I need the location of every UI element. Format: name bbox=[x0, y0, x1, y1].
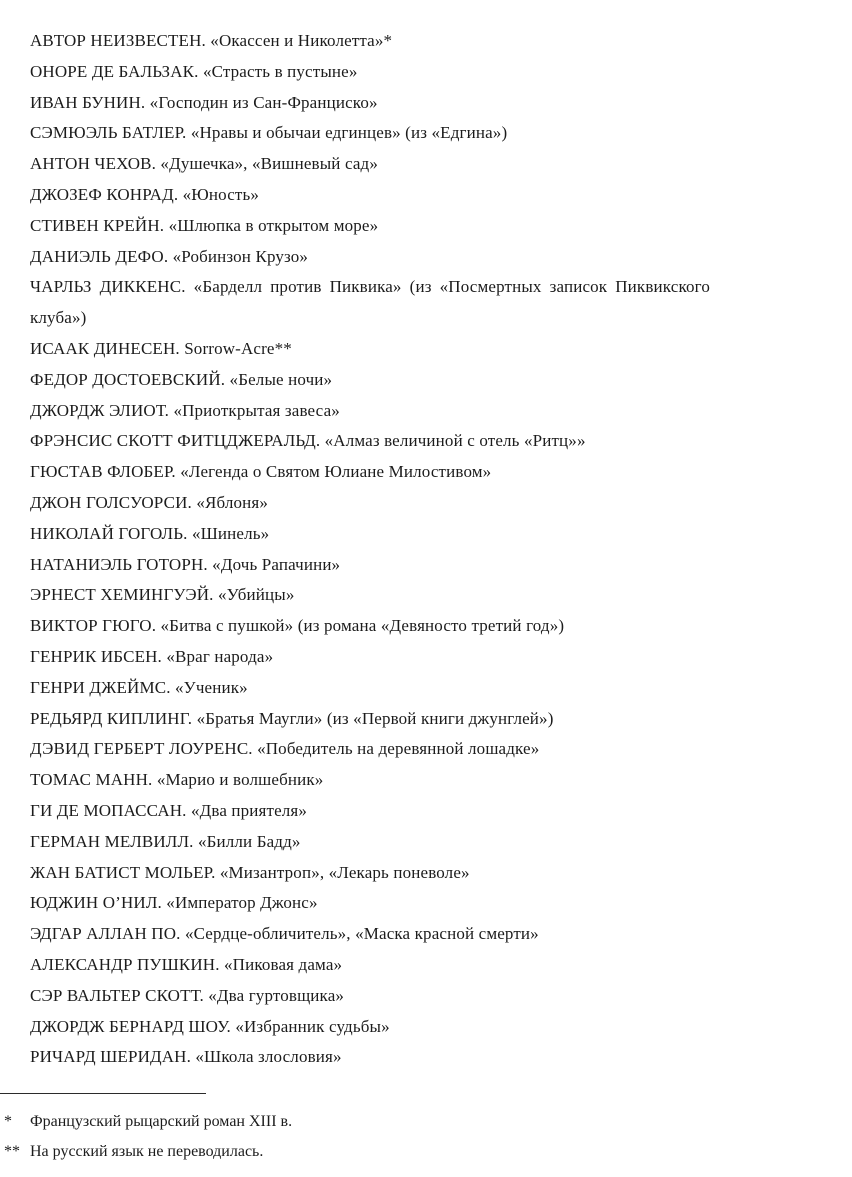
reading-list-entry: ДЖОЗЕФ КОНРАД. «Юность» bbox=[30, 184, 260, 204]
footnote-marker: ** bbox=[4, 1142, 20, 1160]
footnote-text: На русский язык не переводилась. bbox=[30, 1142, 264, 1160]
footnote bbox=[0, 1107, 700, 1137]
reading-list-entry: СЭР ВАЛЬТЕР СКОТТ. «Два гуртовщика» bbox=[30, 985, 345, 1005]
reading-list bbox=[0, 26, 852, 1073]
reading-list-entry: ДАНИЭЛЬ ДЕФО. «Робинзон Крузо» bbox=[30, 246, 309, 266]
reading-list-entry: ДЖОРДЖ БЕРНАРД ШОУ. «Избранник судьбы» bbox=[30, 1016, 390, 1036]
footnote-marker: * bbox=[4, 1113, 12, 1131]
reading-list-entry: ДЖОН ГОЛСУОРСИ. «Яблоня» bbox=[30, 492, 268, 512]
reading-list-entry: ФРЭНСИС СКОТТ ФИТЦДЖЕРАЛЬД. «Алмаз величиной с отель «Ритц»» bbox=[30, 431, 586, 451]
footnote-text: Французский рыцарский роман XIII в. bbox=[30, 1113, 293, 1131]
reading-list-entry: ЖАН БАТИСТ МОЛЬЕР. «Мизантроп», «Лекарь поневоле» bbox=[30, 862, 470, 882]
reading-list-entry: ГЕНРИ ДЖЕЙМС. «Ученик» bbox=[30, 677, 248, 697]
reading-list-entry: ЮДЖИН О’НИЛ. «Император Джонс» bbox=[30, 893, 318, 913]
reading-list-entry: РЕДЬЯРД КИПЛИНГ. «Братья Маугли» (из «Первой книги джунглей») bbox=[30, 708, 554, 728]
reading-list-entry: АНТОН ЧЕХОВ. «Душечка», «Вишневый сад» bbox=[30, 154, 378, 174]
reading-list-entry: ГЮСТАВ ФЛОБЕР. «Легенда о Святом Юлиане Милостивом» bbox=[30, 462, 492, 482]
reading-list-entry: ВИКТОР ГЮГО. «Битва с пушкой» (из романа «Девяносто третий год») bbox=[30, 616, 565, 636]
reading-list-entry: ГЕРМАН МЕЛВИЛЛ. «Билли Бадд» bbox=[30, 831, 301, 851]
footnote-section bbox=[0, 1093, 852, 1166]
reading-list-entry: ИСААК ДИНЕСЕН. Sorrow-Acre** bbox=[30, 338, 292, 358]
reading-list-entry: РИЧАРД ШЕРИДАН. «Школа злословия» bbox=[30, 1047, 342, 1067]
footnote-list bbox=[0, 1107, 852, 1166]
reading-list-entry: НАТАНИЭЛЬ ГОТОРН. «Дочь Рапачини» bbox=[30, 554, 341, 574]
reading-list-entry: СЭМЮЭЛЬ БАТЛЕР. «Нравы и обычаи едгинцев» (из «Едгина») bbox=[30, 123, 508, 143]
reading-list-entry: АВТОР НЕИЗВЕСТЕН. «Окассен и Николетта»* bbox=[30, 31, 393, 50]
reading-list-entry: ГИ ДЕ МОПАССАН. «Два приятеля» bbox=[30, 800, 308, 820]
reading-list-entry: СТИВЕН КРЕЙН. «Шлюпка в открытом море» bbox=[30, 215, 379, 235]
reading-list-entry: ЭДГАР АЛЛАН ПО. «Сердце-обличитель», «Маска красной смерти» bbox=[30, 924, 539, 944]
reading-list-entry: ТОМАС МАНН. «Марио и волшебник» bbox=[30, 770, 324, 790]
reading-list-entry: ДЭВИД ГЕРБЕРТ ЛОУРЕНС. «Победитель на деревянной лошадке» bbox=[30, 739, 540, 759]
reading-list-entry: ЧАРЛЬЗ ДИККЕНС. «Барделл против Пиквика» (из «Посмертных записок Пиквикского клуба») bbox=[30, 277, 710, 328]
reading-list-entry: ФЕДОР ДОСТОЕВСКИЙ. «Белые ночи» bbox=[30, 369, 333, 389]
reading-list-entry: НИКОЛАЙ ГОГОЛЬ. «Шинель» bbox=[30, 523, 270, 543]
reading-list-entry: ЭРНЕСТ ХЕМИНГУЭЙ. «Убийцы» bbox=[30, 585, 295, 605]
reading-list-entry: ОНОРЕ ДЕ БАЛЬЗАК. «Страсть в пустыне» bbox=[30, 61, 358, 81]
reading-list-entry: ДЖОРДЖ ЭЛИОТ. «Приоткрытая завеса» bbox=[30, 400, 340, 420]
reading-list-entry: АЛЕКСАНДР ПУШКИН. «Пиковая дама» bbox=[30, 954, 343, 974]
reading-list-entry: ГЕНРИК ИБСЕН. «Враг народа» bbox=[30, 646, 274, 666]
footnote-rule bbox=[0, 1093, 206, 1094]
footnote bbox=[0, 1137, 700, 1167]
reading-list-entry: ИВАН БУНИН. «Господин из Сан-Франциско» bbox=[30, 92, 378, 112]
